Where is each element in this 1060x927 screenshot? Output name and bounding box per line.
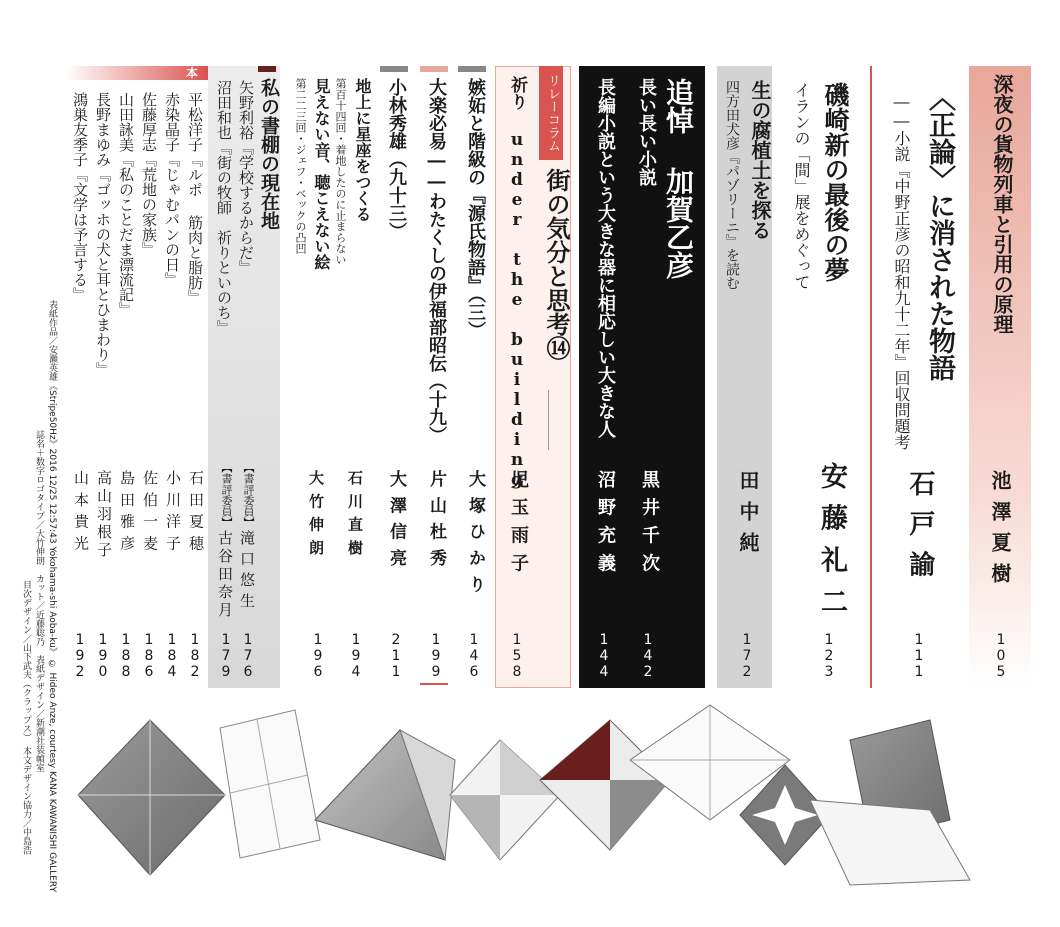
serial-3-marker [380, 66, 408, 72]
bookshelf-reviewer-2: 古谷田奈月 [216, 530, 234, 620]
feature-4-page: 172 [739, 632, 755, 680]
bookshelf-reviewer-1: 滝口悠生 [238, 530, 256, 614]
feature-3-page: 123 [821, 632, 837, 680]
feature-1-title[interactable]: 深夜の貨物列車と引用の原理 [990, 74, 1014, 334]
serial-4-page: 194 [348, 632, 364, 680]
memorial-title[interactable]: 追悼 加賀乙彦 [662, 78, 695, 279]
feature-1-page: 105 [993, 632, 1009, 680]
book-2[interactable] [162, 92, 183, 287]
serial-5-page: 196 [310, 632, 326, 680]
serial-2-author: 片山杜秀 [426, 470, 446, 576]
bookshelf-entry-2-book: 『街の牧師 祈りといのち』 [215, 140, 233, 335]
bookshelf-entry-1-author: 矢野利裕 [237, 80, 255, 140]
feature-2-page: 111 [911, 632, 927, 680]
feature-4-author: 田中純 [736, 470, 760, 563]
book-5-title: 『ゴッホの犬と耳とひまわり』 [94, 167, 112, 377]
feature-2-subtitle: ――小説『中野正彦の昭和九十二年』回収問題考 [892, 92, 911, 450]
relay-label: リレーコラム [545, 74, 560, 152]
origami-illustration [70, 700, 990, 900]
serial-3-author: 大澤信亮 [386, 470, 406, 576]
bookshelf-entry-1[interactable] [236, 80, 257, 275]
origami-two-squares [810, 720, 970, 885]
memorial-author-1: 黒井千次 [639, 470, 660, 582]
memorial-author-2: 沼野充義 [595, 470, 616, 582]
book-5-page: 190 [95, 632, 111, 680]
serial-2-title[interactable]: 大楽必易――わたくしの伊福部昭伝（十九） [426, 78, 447, 444]
serial-3-page: 211 [388, 632, 404, 680]
book-3-reviewer: 佐伯一麦 [141, 470, 159, 557]
book-4[interactable] [116, 92, 137, 317]
serial-4-author: 石川直樹 [346, 470, 364, 563]
book-4-author: 山田詠美 [117, 92, 135, 152]
feature-2-title[interactable]: 〈正論〉に消された物語 [924, 84, 955, 381]
book-3-author: 佐藤厚志 [140, 92, 158, 152]
book-1-title: 『ルポ 筋肉と脂肪』 [186, 152, 204, 305]
relay-rule [548, 390, 549, 450]
bookshelf-page-2: 179 [218, 632, 234, 680]
relay-author: 児玉雨子 [508, 470, 529, 582]
feature-3-author: 安藤礼二 [816, 462, 847, 630]
book-2-title: 『じゃむパンの日』 [163, 152, 181, 287]
memorial-subtitle: 長い長い小説 [636, 78, 657, 186]
book-6[interactable] [70, 92, 91, 302]
divider-red [870, 66, 872, 688]
book-4-page: 188 [118, 632, 134, 680]
book-2-author: 赤染晶子 [163, 92, 181, 152]
book-2-reviewer: 小川洋子 [164, 470, 182, 557]
origami-pinwheel-dark [540, 720, 670, 850]
book-6-page: 192 [72, 632, 88, 680]
bookshelf-entry-2[interactable] [214, 80, 235, 335]
book-3[interactable] [139, 92, 160, 257]
origami-square-dark [78, 720, 225, 875]
bookshelf-role-1: 【書評委員】 [242, 462, 255, 528]
book-1-reviewer: 石田夏穂 [187, 470, 205, 557]
origami-square-white [220, 710, 320, 858]
feature-4-title[interactable]: 生の腐植土を探る [748, 80, 772, 240]
book-4-title: 『私のことだま漂流記』 [117, 152, 135, 317]
memorial-page-2: 144 [596, 632, 612, 680]
origami-triangle [315, 730, 455, 860]
book-6-reviewer: 山本貴光 [72, 470, 90, 557]
credit-line-1: 表紙作品／安瀬英雄《Stripe50Hz》2016 12/25 12:57:43 Yokohama-shi Aoba-ku》 © Hideo Anze, courtesy KANA KAWANISHI GALLERY [47, 300, 57, 893]
bookshelf-page-1: 176 [240, 632, 256, 680]
origami-pinwheel-white [450, 740, 560, 860]
book-5[interactable] [93, 92, 114, 377]
serial-5-subtitle: 第二二三回・ジェフ・ベックの凸凹 [294, 78, 307, 254]
serial-2-underline [420, 683, 448, 685]
book-5-author: 長野まゆみ [94, 92, 112, 167]
relay-subtitle: 祈り under the building [507, 76, 527, 490]
memorial-title-2[interactable]: 長編小説という大きな器に相応しい大きな人 [595, 78, 616, 438]
feature-4-subtitle: 四方田犬彦『パゾリーニ』を読む [724, 80, 740, 290]
books-header-label: 本 [186, 66, 199, 80]
serial-1-marker [458, 66, 486, 72]
bookshelf-title[interactable]: 私の書棚の現在地 [258, 78, 280, 230]
serial-4-title[interactable]: 地上に星座をつくる [353, 78, 372, 222]
book-1-page: 182 [187, 632, 203, 680]
book-5-reviewer: 高山羽根子 [95, 470, 113, 560]
relay-title[interactable]: 街の気分と思考⑭ [542, 168, 571, 360]
book-3-title: 『荒地の家族』 [140, 152, 158, 257]
bookshelf-entry-2-author: 沼田和也 [215, 80, 233, 140]
serial-1-page: 146 [466, 632, 482, 680]
serial-5-title[interactable]: 見えない音、聴こえない絵 [312, 78, 331, 270]
serial-1-author: 大塚ひかり [465, 470, 485, 602]
feature-2-author: 石戸諭 [905, 470, 935, 591]
memorial-page-1: 142 [640, 632, 656, 680]
book-6-author: 鴻巣友季子 [71, 92, 89, 167]
serial-1-title[interactable]: 嫉妬と階級の『源氏物語』（三） [465, 78, 486, 339]
book-1-author: 平松洋子 [186, 92, 204, 152]
serial-2-page: 199 [428, 632, 444, 680]
book-3-page: 186 [141, 632, 157, 680]
book-4-reviewer: 島田雅彦 [118, 470, 136, 557]
bookshelf-marker [258, 66, 276, 72]
credit-line-2: 誌名＋数字ロゴタイプ／大竹伸朗 カット／近藤聡乃 表紙デザイン／新潮社装幀室 [34, 430, 44, 772]
credit-line-3: 目次デザイン／山下武夫（クラップス） 本文デザイン協力／中島浩 [21, 580, 31, 855]
bookshelf-entry-1-book: 『学校するからだ』 [237, 140, 255, 275]
book-1[interactable] [185, 92, 206, 305]
serial-4-subtitle: 第百十四回・着地したのに止まらない [334, 78, 347, 265]
feature-3-title[interactable]: 磯崎新の最後の夢 [821, 82, 850, 282]
relay-page: 158 [509, 632, 525, 680]
serial-2-marker [420, 66, 448, 72]
book-6-title: 『文学は予言する』 [71, 167, 89, 302]
book-2-page: 184 [164, 632, 180, 680]
bookshelf-role-2: 【書評委員】 [220, 462, 233, 528]
feature-3-subtitle: イランの「間」展をめぐって [792, 82, 811, 290]
feature-1-author: 池澤夏樹 [988, 470, 1012, 594]
serial-3-title[interactable]: 小林秀雄（九十三） [386, 78, 407, 240]
serial-5-author: 大竹伸朗 [307, 470, 325, 563]
